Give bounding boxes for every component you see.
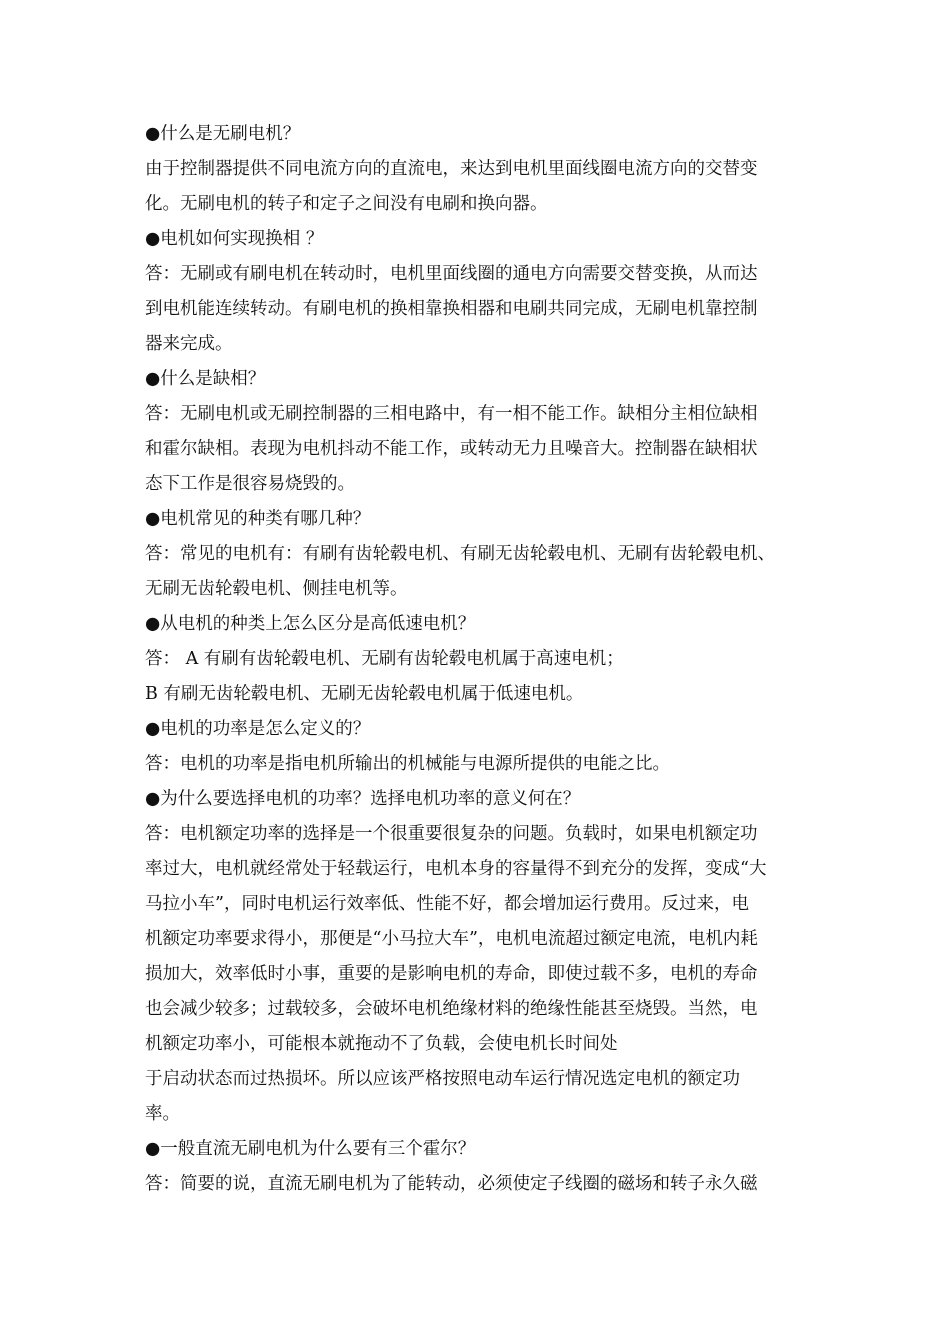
question-heading: ●什么是缺相？ (145, 369, 266, 389)
paragraph-line: 马拉小车”，同时电机运行效率低、性能不好，都会增加运行费用。反过来，电 (145, 894, 749, 914)
paragraph-line: 答：简要的说，直流无刷电机为了能转动，必须使定子线圈的磁场和转子永久磁 (145, 1174, 758, 1194)
paragraph-line: 由于控制器提供不同电流方向的直流电，来达到电机里面线圈电流方向的交替变 (145, 159, 758, 179)
paragraph-line: 率。 (145, 1104, 180, 1124)
paragraph-line: 无刷无齿轮毂电机、侧挂电机等。 (145, 579, 408, 599)
question-heading: ●电机常见的种类有哪几种？ (145, 509, 371, 529)
document-body (145, 117, 815, 1202)
paragraph-line: 于启动状态而过热损坏。所以应该严格按照电动车运行情况选定电机的额定功 (145, 1069, 740, 1089)
paragraph-line: 答：电机的功率是指电机所输出的机械能与电源所提供的电能之比。 (145, 754, 670, 774)
paragraph-line: 答：电机额定功率的选择是一个很重要很复杂的问题。负载时，如果电机额定功 (145, 824, 758, 844)
paragraph-line: 到电机能连续转动。有刷电机的换相靠换相器和电刷共同完成，无刷电机靠控制 (145, 299, 758, 319)
paragraph-line: 答： A 有刷有齿轮毂电机、无刷有齿轮毂电机属于高速电机； (145, 649, 624, 669)
paragraph-line: 损加大，效率低时小事，重要的是影响电机的寿命，即使过载不多，电机的寿命 (145, 964, 758, 984)
paragraph-line: 态下工作是很容易烧毁的。 (145, 474, 355, 494)
question-heading: ●什么是无刷电机？ (145, 124, 301, 144)
paragraph-line: 机额定功率小，可能根本就拖动不了负载，会使电机长时间处 (145, 1034, 618, 1054)
question-heading: ●一般直流无刷电机为什么要有三个霍尔？ (145, 1139, 476, 1159)
paragraph-line: 和霍尔缺相。表现为电机抖动不能工作，或转动无力且噪音大。控制器在缺相状 (145, 439, 758, 459)
question-heading: ●电机的功率是怎么定义的？ (145, 719, 371, 739)
paragraph-line: B 有刷无齿轮毂电机、无刷无齿轮毂电机属于低速电机。 (145, 684, 584, 704)
paragraph-line: 答：无刷或有刷电机在转动时，电机里面线圈的通电方向需要交替变换，从而达 (145, 264, 758, 284)
paragraph-line: 答：无刷电机或无刷控制器的三相电路中，有一相不能工作。缺相分主相位缺相 (145, 404, 758, 424)
question-heading: ●电机如何实现换相 ？ (145, 229, 324, 249)
paragraph-line: 化。无刷电机的转子和定子之间没有电刷和换向器。 (145, 194, 548, 214)
paragraph-line: 器来完成。 (145, 334, 233, 354)
paragraph-line: 机额定功率要求得小，那便是“小马拉大车”，电机电流超过额定电流，电机内耗 (145, 929, 758, 949)
question-heading: ●为什么要选择电机的功率？选择电机功率的意义何在？ (145, 789, 581, 809)
paragraph-line: 也会减少较多；过载较多，会破坏电机绝缘材料的绝缘性能甚至烧毁。当然，电 (145, 999, 758, 1019)
paragraph-line: 率过大，电机就经常处于轻载运行，电机本身的容量得不到充分的发挥，变成“大 (145, 859, 767, 879)
paragraph-line: 答：常见的电机有：有刷有齿轮毂电机、有刷无齿轮毂电机、无刷有齿轮毂电机、 (145, 544, 775, 564)
question-heading: ●从电机的种类上怎么区分是高低速电机？ (145, 614, 476, 634)
